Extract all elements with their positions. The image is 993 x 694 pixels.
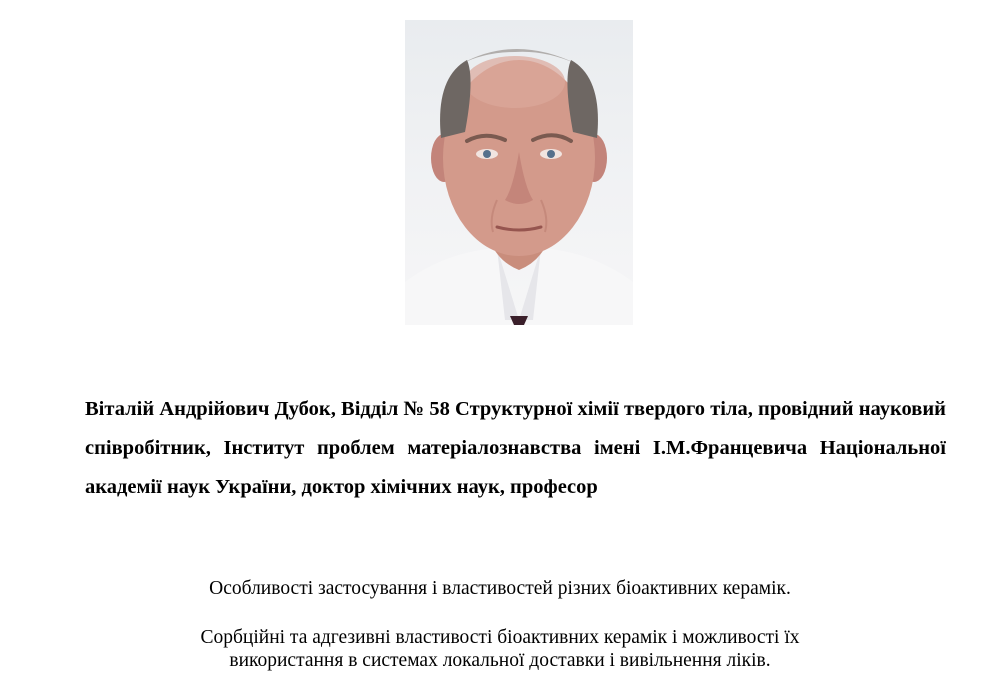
talk-topic-2-line-2: використання в системах локальної доставки і вивільнення ліків. xyxy=(229,650,771,671)
talk-topic-2-line-1: Сорбційні та адгезивні властивості біоактивних керамік і можливості їх xyxy=(200,627,800,648)
portrait-photo xyxy=(405,20,633,325)
portrait-illustration xyxy=(405,20,633,325)
author-bio: Віталій Андрійович Дубок, Відділ № 58 Структурної хімії твердого тіла, провідний науковий співробітник, Інститут проблем матеріалознавства імені І.М.Францевича Національної академії наук України, доктор хімічних наук, професор xyxy=(85,398,946,498)
talk-topic-1 xyxy=(60,577,940,600)
talk-topic-1-line-1: Особливості застосування і властивостей різних біоактивних керамік. xyxy=(209,578,791,599)
talk-topic-2 xyxy=(60,626,940,672)
